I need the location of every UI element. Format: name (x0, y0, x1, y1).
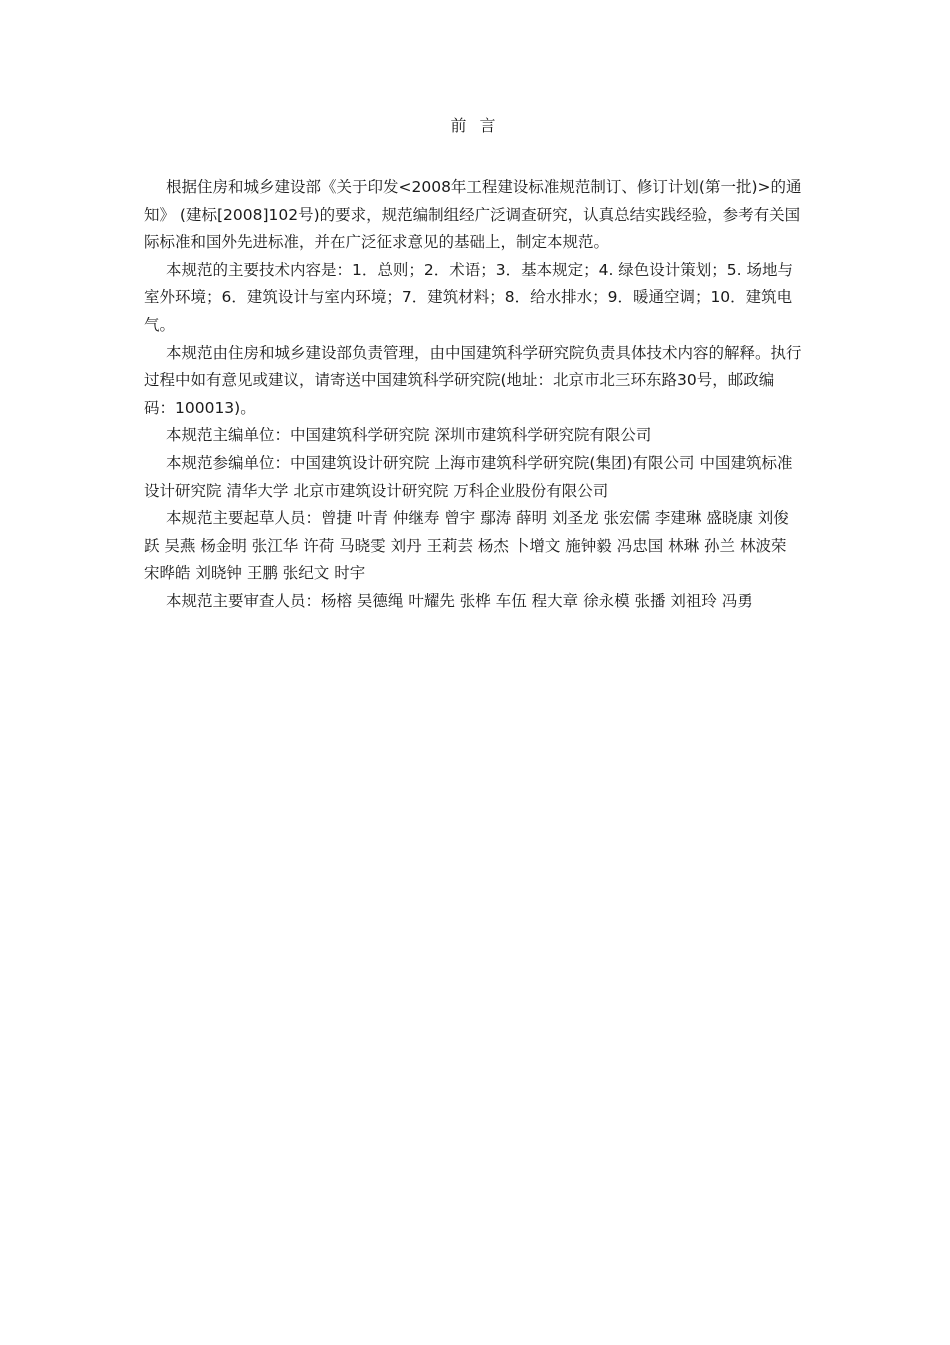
paragraph-participating-units: 本规范参编单位：中国建筑设计研究院 上海市建筑科学研究院(集团)有限公司 中国建筑标准设计研究院 清华大学 北京市建筑设计研究院 万科企业股份有限公司 (144, 453, 793, 500)
paragraph-basis: 根据住房和城乡建设部《关于印发<2008年工程建设标准规范制订、修订计划(第一批)>的通知》 (建标[2008]102号)的要求，规范编制组经广泛调查研究，认真总结实践经验，参考有关国际标准和国外先进标准，并在广泛征求意见的基础上，制定本规范。 (144, 178, 802, 252)
page-title: 前 言 (450, 116, 500, 135)
paragraph-management: 本规范由住房和城乡建设部负责管理，由中国建筑科学研究院负责具体技术内容的解释。执行过程中如有意见或建议，请寄送中国建筑科学研究院(地址：北京市北三环东路30号，邮政编码：100013)。 (144, 343, 802, 417)
paragraph-reviewers: 本规范主要审查人员：杨榕 吴德绳 叶耀先 张桦 车伍 程大章 徐永模 张播 刘祖玲 冯勇 (166, 591, 753, 610)
paragraph-technical-content: 本规范的主要技术内容是：1．总则；2．术语；3．基本规定；4. 绿色设计策划；5. 场地与室外环境；6．建筑设计与室内环境；7．建筑材料；8．给水排水；9．暖通空调；10．建筑电气。 (144, 260, 794, 334)
paragraph-chief-editors: 本规范主编单位：中国建筑科学研究院 深圳市建筑科学研究院有限公司 (166, 426, 652, 445)
document-body (144, 174, 804, 616)
paragraph-drafters: 本规范主要起草人员：曾捷 叶青 仲继寿 曾宇 鄢涛 薛明 刘圣龙 张宏儒 李建琳 盛晓康 刘俊跃 吴燕 杨金明 张江华 许荷 马晓雯 刘丹 王莉芸 杨杰 卜增文 施钟毅 冯忠国 林琳 孙兰 林波荣 宋晔皓 刘晓钟 王鹏 张纪文 时宇 (144, 509, 789, 583)
